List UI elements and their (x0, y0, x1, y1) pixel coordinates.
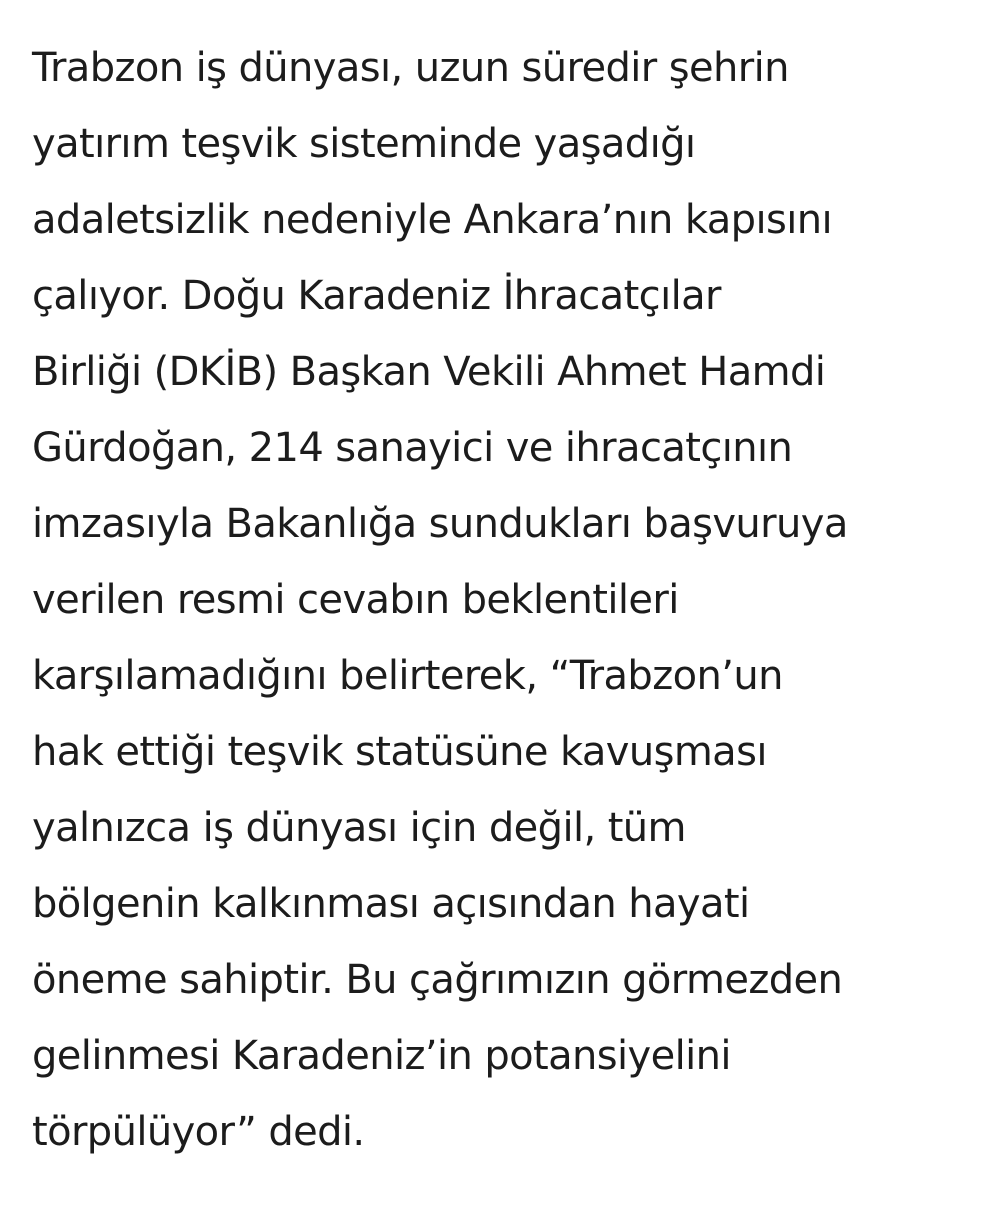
paragraph-line: törpülüyor” dedi. (32, 1109, 365, 1155)
paragraph-line: öneme sahiptir. Bu çağrımızın görmezden (32, 957, 843, 1003)
paragraph-line: verilen resmi cevabın beklentileri (32, 577, 679, 623)
paragraph-line: yatırım teşvik sisteminde yaşadığı (32, 121, 696, 167)
article-paragraph (32, 30, 982, 1170)
paragraph-line: adaletsizlik nedeniyle Ankara’nın kapısını (32, 197, 832, 243)
paragraph-line: karşılamadığını belirterek, “Trabzon’un (32, 653, 783, 699)
paragraph-line: çalıyor. Doğu Karadeniz İhracatçılar (32, 273, 721, 319)
paragraph-line: gelinmesi Karadeniz’in potansiyelini (32, 1033, 731, 1079)
paragraph-line: Gürdoğan, 214 sanayici ve ihracatçının (32, 425, 793, 471)
paragraph-line: bölgenin kalkınması açısından hayati (32, 881, 750, 927)
paragraph-line: Trabzon iş dünyası, uzun süredir şehrin (32, 45, 789, 91)
paragraph-line: yalnızca iş dünyası için değil, tüm (32, 805, 686, 851)
paragraph-line: hak ettiği teşvik statüsüne kavuşması (32, 729, 767, 775)
paragraph-line: Birliği (DKİB) Başkan Vekili Ahmet Hamdi (32, 349, 826, 395)
paragraph-line: imzasıyla Bakanlığa sundukları başvuruya (32, 501, 848, 547)
